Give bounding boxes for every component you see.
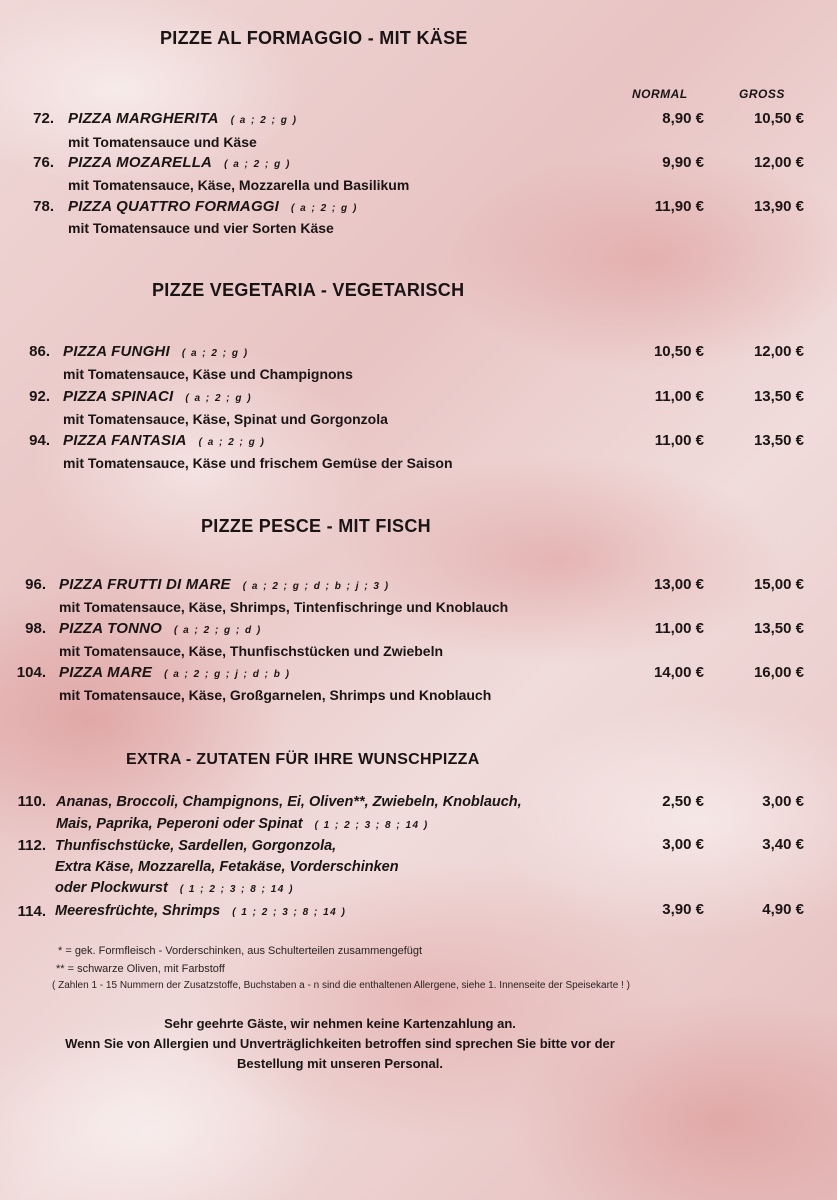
item-number: 114. xyxy=(17,903,46,920)
item-number: 78. xyxy=(33,198,54,215)
price-normal: 10,50 € xyxy=(653,343,704,360)
price-normal: 11,00 € xyxy=(654,388,704,405)
item-number: 98. xyxy=(25,620,46,637)
price-gross: 4,90 € xyxy=(762,901,804,918)
item-description: mit Tomatensauce, Käse und Champignons xyxy=(63,366,353,382)
item-number: 112. xyxy=(17,837,46,854)
item-name xyxy=(63,388,252,405)
item-description: mit Tomatensauce, Käse und frischem Gemüse der Saison xyxy=(63,455,453,471)
item-allergens: ( a ; 2 ; g ) xyxy=(230,115,298,126)
extra-line xyxy=(55,880,294,896)
section-title-extra: EXTRA - ZUTATEN FÜR IHRE WUNSCHPIZZA xyxy=(126,751,480,768)
section-title-formaggio: PIZZE AL FORMAGGIO - MIT KÄSE xyxy=(160,28,468,48)
extra-line: Extra Käse, Mozzarella, Fetakäse, Vorderschinken xyxy=(55,859,399,875)
column-header-gross: GROSS xyxy=(739,87,785,101)
item-number: 86. xyxy=(29,343,50,360)
section-title-pesce: PIZZE PESCE - MIT FISCH xyxy=(201,516,431,536)
item-number: 72. xyxy=(33,110,54,127)
price-normal: 11,00 € xyxy=(654,620,704,637)
item-name xyxy=(68,198,358,215)
footnote-allergen-legend: ( Zahlen 1 - 15 Nummern der Zusatzstoffe, Buchstaben a - n sind die enthaltenen Allergene, siehe 1. Innenseite der Speisekarte ! ) xyxy=(52,980,630,991)
item-name-text: PIZZA MARGHERITA xyxy=(68,110,219,127)
price-gross: 16,00 € xyxy=(753,664,804,681)
price-normal: 3,90 € xyxy=(662,901,704,918)
price-normal: 13,00 € xyxy=(653,576,704,593)
item-allergens: ( a ; 2 ; g ; d ; b ; j ; 3 ) xyxy=(242,581,390,592)
footnote-formfleisch: * = gek. Formfleisch - Vorderschinken, aus Schulterteilen zusammengefügt xyxy=(58,945,423,957)
item-allergens: ( a ; 2 ; g ) xyxy=(291,203,358,214)
price-gross: 12,00 € xyxy=(753,343,804,360)
item-allergens: ( a ; 2 ; g ) xyxy=(185,393,253,404)
item-allergens: ( a ; 2 ; g ) xyxy=(224,159,291,170)
item-allergens: ( 1 ; 2 ; 3 ; 8 ; 14 ) xyxy=(232,907,347,918)
item-allergens: ( a ; 2 ; g ) xyxy=(198,437,266,448)
item-allergens: ( 1 ; 2 ; 3 ; 8 ; 14 ) xyxy=(179,884,294,895)
price-normal: 2,50 € xyxy=(662,793,704,810)
price-normal: 14,00 € xyxy=(653,664,704,681)
price-gross: 13,50 € xyxy=(753,388,804,405)
price-gross: 12,00 € xyxy=(753,154,804,171)
notice-staff: Bestellung mit unseren Personal. xyxy=(237,1056,443,1071)
price-gross: 13,50 € xyxy=(753,432,804,449)
extra-line: Ananas, Broccoli, Champignons, Ei, Oliven**, Zwiebeln, Knoblauch, xyxy=(56,794,522,810)
extra-line-text: Meeresfrüchte, Shrimps xyxy=(55,903,221,919)
item-description: mit Tomatensauce, Käse, Mozzarella und Basilikum xyxy=(68,177,410,193)
extra-line xyxy=(56,816,429,832)
extra-line xyxy=(55,903,346,919)
price-normal: 3,00 € xyxy=(662,836,704,853)
price-gross: 13,90 € xyxy=(753,198,804,215)
price-gross: 3,40 € xyxy=(762,836,804,853)
price-gross: 10,50 € xyxy=(753,110,804,127)
item-number: 92. xyxy=(29,388,50,405)
column-header-normal: NORMAL xyxy=(632,87,688,101)
item-name xyxy=(59,664,291,681)
item-number: 96. xyxy=(25,576,46,593)
item-name-text: PIZZA MOZARELLA xyxy=(68,154,213,171)
section-title-vegetaria: PIZZE VEGETARIA - VEGETARISCH xyxy=(152,280,465,300)
item-allergens: ( a ; 2 ; g ; d ) xyxy=(174,625,262,636)
price-gross: 15,00 € xyxy=(753,576,804,593)
item-name-text: PIZZA FRUTTI DI MARE xyxy=(59,576,231,593)
item-description: mit Tomatensauce und Käse xyxy=(68,134,257,150)
price-normal: 8,90 € xyxy=(662,110,704,127)
price-normal: 11,90 € xyxy=(654,198,704,215)
item-number: 76. xyxy=(33,154,54,171)
item-number: 110. xyxy=(17,793,46,810)
item-name-text: PIZZA MARE xyxy=(59,664,153,681)
price-gross: 13,50 € xyxy=(753,620,804,637)
item-description: mit Tomatensauce, Käse, Spinat und Gorgonzola xyxy=(63,411,388,427)
item-description: mit Tomatensauce und vier Sorten Käse xyxy=(68,220,334,236)
extra-line-text: oder Plockwurst xyxy=(55,880,168,896)
item-name-text: PIZZA TONNO xyxy=(59,620,163,637)
item-name-text: PIZZA QUATTRO FORMAGGI xyxy=(68,198,280,215)
item-allergens: ( a ; 2 ; g ) xyxy=(181,348,249,359)
footnote-oliven: ** = schwarze Oliven, mit Farbstoff xyxy=(56,963,225,975)
item-name xyxy=(63,432,265,449)
price-gross: 3,00 € xyxy=(762,793,804,810)
notice-allergies: Wenn Sie von Allergien und Unverträglichkeiten betroffen sind sprechen Sie bitte vor der xyxy=(65,1036,615,1051)
item-name xyxy=(59,620,262,637)
notice-no-card: Sehr geehrte Gäste, wir nehmen keine Kartenzahlung an. xyxy=(164,1016,516,1031)
item-name xyxy=(68,154,291,171)
price-normal: 11,00 € xyxy=(654,432,704,449)
item-name xyxy=(68,110,297,127)
item-name-text: PIZZA SPINACI xyxy=(63,388,174,405)
item-number: 94. xyxy=(29,432,50,449)
item-allergens: ( 1 ; 2 ; 3 ; 8 ; 14 ) xyxy=(314,820,429,831)
extra-line-text: Mais, Paprika, Peperoni oder Spinat xyxy=(56,816,303,832)
item-description: mit Tomatensauce, Käse, Thunfischstücken und Zwiebeln xyxy=(59,643,444,659)
item-allergens: ( a ; 2 ; g ; j ; d ; b ) xyxy=(164,669,291,680)
item-name xyxy=(63,343,249,360)
item-number: 104. xyxy=(16,664,46,681)
item-name-text: PIZZA FUNGHI xyxy=(63,343,170,360)
extra-line: Thunfischstücke, Sardellen, Gorgonzola, xyxy=(55,838,337,854)
item-description: mit Tomatensauce, Käse, Shrimps, Tintenfischringe und Knoblauch xyxy=(59,599,509,615)
item-name-text: PIZZA FANTASIA xyxy=(63,432,187,449)
item-name xyxy=(59,576,390,593)
item-description: mit Tomatensauce, Käse, Großgarnelen, Shrimps und Knoblauch xyxy=(59,687,492,703)
price-normal: 9,90 € xyxy=(662,154,704,171)
